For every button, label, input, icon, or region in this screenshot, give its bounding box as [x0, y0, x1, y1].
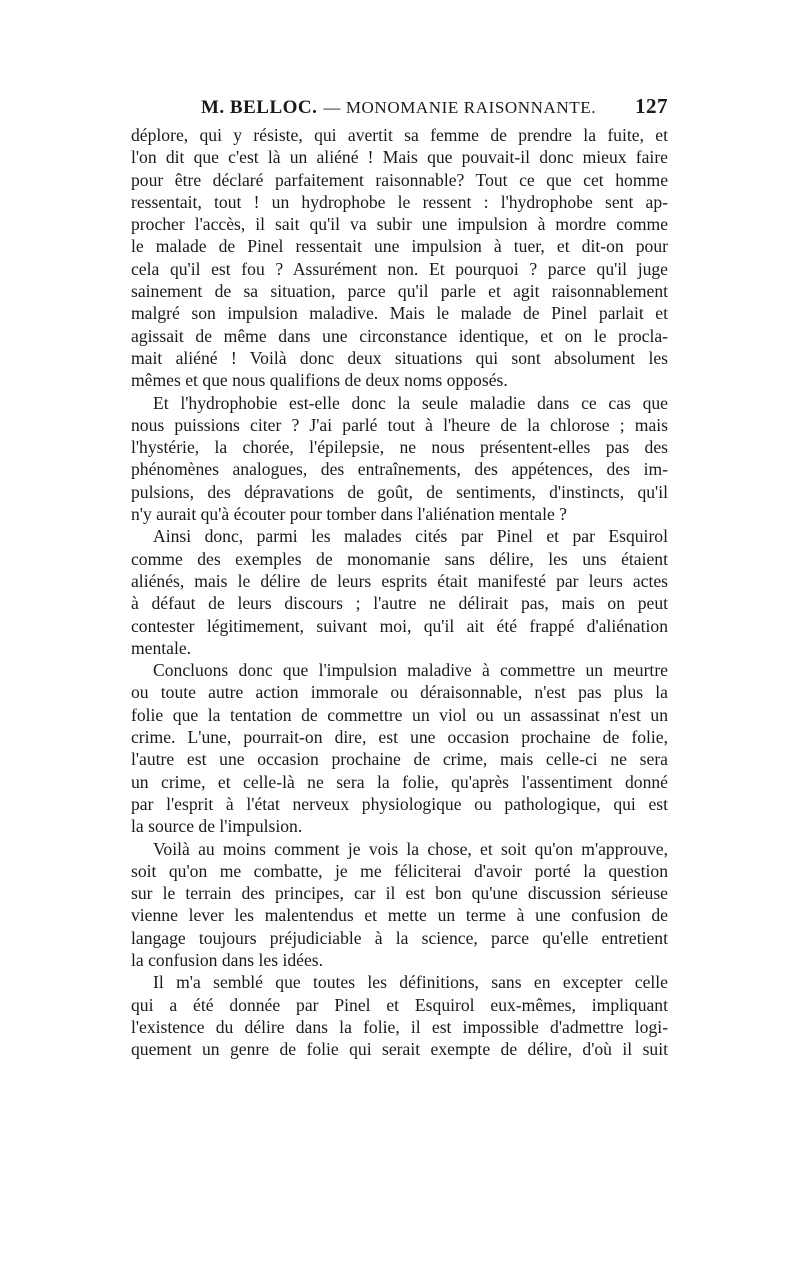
body-text [131, 124, 668, 1060]
text-line: aliénés, mais le délire de leurs esprits était manifesté par leurs actes [131, 570, 668, 591]
text-line: le malade de Pinel ressentait une impulsion à tuer, et dit-on pour [131, 236, 668, 257]
text-line: n'y aurait qu'à écouter pour tomber dans l'aliénation mentale ? [131, 504, 567, 525]
text-line: la source de l'impulsion. [131, 816, 303, 837]
text-line: ou toute autre action immorale ou déraisonnable, n'est pas plus la [131, 682, 668, 703]
text-line: l'existence du délire dans la folie, il est impossible d'admettre logi- [131, 1016, 668, 1037]
text-line: qui a été donnée par Pinel et Esquirol eux-mêmes, impliquant [131, 994, 668, 1015]
text-line: cela qu'il est fou ? Assurément non. Et pourquoi ? parce qu'il juge [131, 258, 668, 279]
text-line: Il m'a semblé que toutes les définitions, sans en excepter celle [153, 972, 668, 993]
text-line: folie que la tentation de commettre un viol ou un assassinat n'est un [131, 704, 668, 725]
running-head-dash: — [323, 98, 341, 117]
text-line: mentale. [131, 637, 192, 658]
page-number: 127 [635, 94, 668, 118]
running-head-title [323, 98, 635, 118]
text-line: langage toujours préjudiciable à la science, parce qu'elle entretient [131, 927, 668, 948]
text-line: la confusion dans les idées. [131, 949, 324, 970]
text-line: quement un genre de folie qui serait exempte de délire, d'où il suit [131, 1039, 668, 1060]
text-line: procher l'accès, il sait qu'il va subir une impulsion à mordre comme [131, 214, 668, 235]
text-line: nous puissions citer ? J'ai parlé tout à l'heure de la chlorose ; mais [131, 414, 668, 435]
text-line: mait aliéné ! Voilà donc deux situations qui sont absolument les [131, 347, 668, 368]
text-line: ressentait, tout ! un hydrophobe le ressent : l'hydrophobe sent ap- [131, 191, 668, 212]
text-line: Concluons donc que l'impulsion maladive à commettre un meurtre [153, 660, 668, 681]
text-line: un crime, et celle-là ne sera la folie, qu'après l'assentiment donné [131, 771, 668, 792]
running-head-author: M. BELLOC. [201, 97, 318, 118]
text-line: Ainsi donc, parmi les malades cités par Pinel et par Esquirol [153, 526, 668, 547]
text-line: agissait de même dans une circonstance identique, et on le procla- [131, 325, 668, 346]
text-line: déplore, qui y résiste, qui avertit sa femme de prendre la fuite, et [131, 125, 668, 145]
text-line: par l'esprit à l'état nerveux physiologique ou pathologique, qui est [131, 793, 668, 814]
text-line: pulsions, des dépravations de goût, de sentiments, d'instincts, qu'il [131, 481, 668, 502]
text-line: malgré son impulsion maladive. Mais le malade de Pinel parlait et [131, 303, 668, 324]
running-head [131, 94, 668, 120]
text-line: à défaut de leurs discours ; l'autre ne délirait pas, mais on peut [131, 593, 668, 614]
text-line: crime. L'une, pourrait-on dire, est une occasion prochaine de folie, [131, 727, 668, 748]
text-line: sur le terrain des principes, car il est bon qu'une discussion sérieuse [131, 883, 668, 904]
text-line: Voilà au moins comment je vois la chose, et soit qu'on m'approuve, [153, 838, 668, 859]
text-line: phénomènes analogues, des entraînements, des appétences, des im- [131, 459, 668, 480]
text-line: pour être déclaré parfaitement raisonnable? Tout ce que cet homme [131, 169, 668, 190]
running-head-title-text: MONOMANIE RAISONNANTE. [345, 98, 597, 117]
text-line: soit qu'on me combatte, je me féliciterai d'avoir porté la question [131, 860, 668, 881]
book-page [131, 94, 668, 1060]
text-line: l'hystérie, la chorée, l'épilepsie, ne nous présentent-elles pas des [131, 437, 668, 458]
text-line: Et l'hydrophobie est-elle donc la seule maladie dans ce cas que [153, 392, 668, 413]
text-line: vienne lever les malentendus et mette un terme à une confusion de [131, 905, 668, 926]
text-line: mêmes et que nous qualifions de deux noms opposés. [131, 370, 508, 391]
text-line: comme des exemples de monomanie sans délire, les uns étaient [131, 548, 668, 569]
text-line: sainement de sa situation, parce qu'il parle et agit raisonnablement [131, 281, 668, 302]
text-line: l'autre est une occasion prochaine de crime, mais celle-ci ne sera [131, 749, 668, 770]
text-line: l'on dit que c'est là un aliéné ! Mais que pouvait-il donc mieux faire [131, 147, 668, 168]
text-line: contester légitimement, suivant moi, qu'il ait été frappé d'aliénation [131, 615, 668, 636]
